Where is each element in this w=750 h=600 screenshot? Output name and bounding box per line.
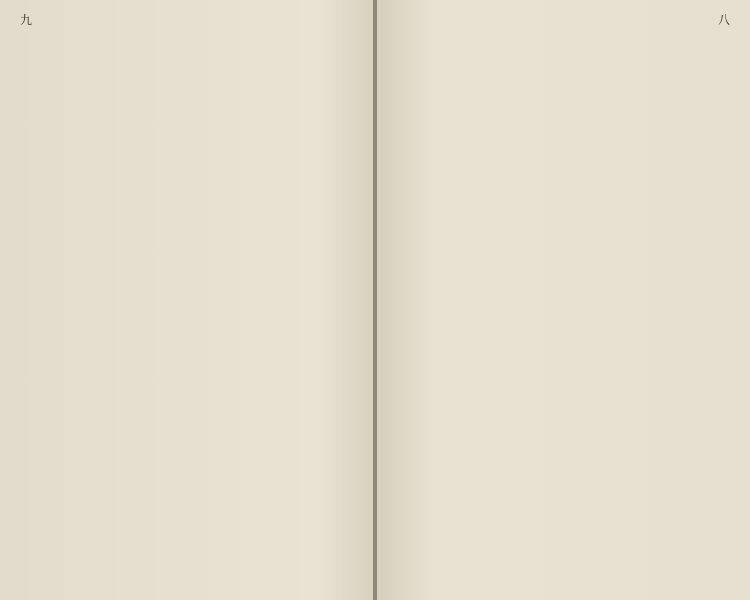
page-number: 九 (20, 13, 33, 27)
text-block (40, 38, 358, 578)
left-page (0, 0, 373, 600)
right-page (377, 0, 750, 600)
text-block (391, 38, 731, 578)
page-number: 八 (717, 13, 730, 27)
section-heading (336, 38, 358, 578)
